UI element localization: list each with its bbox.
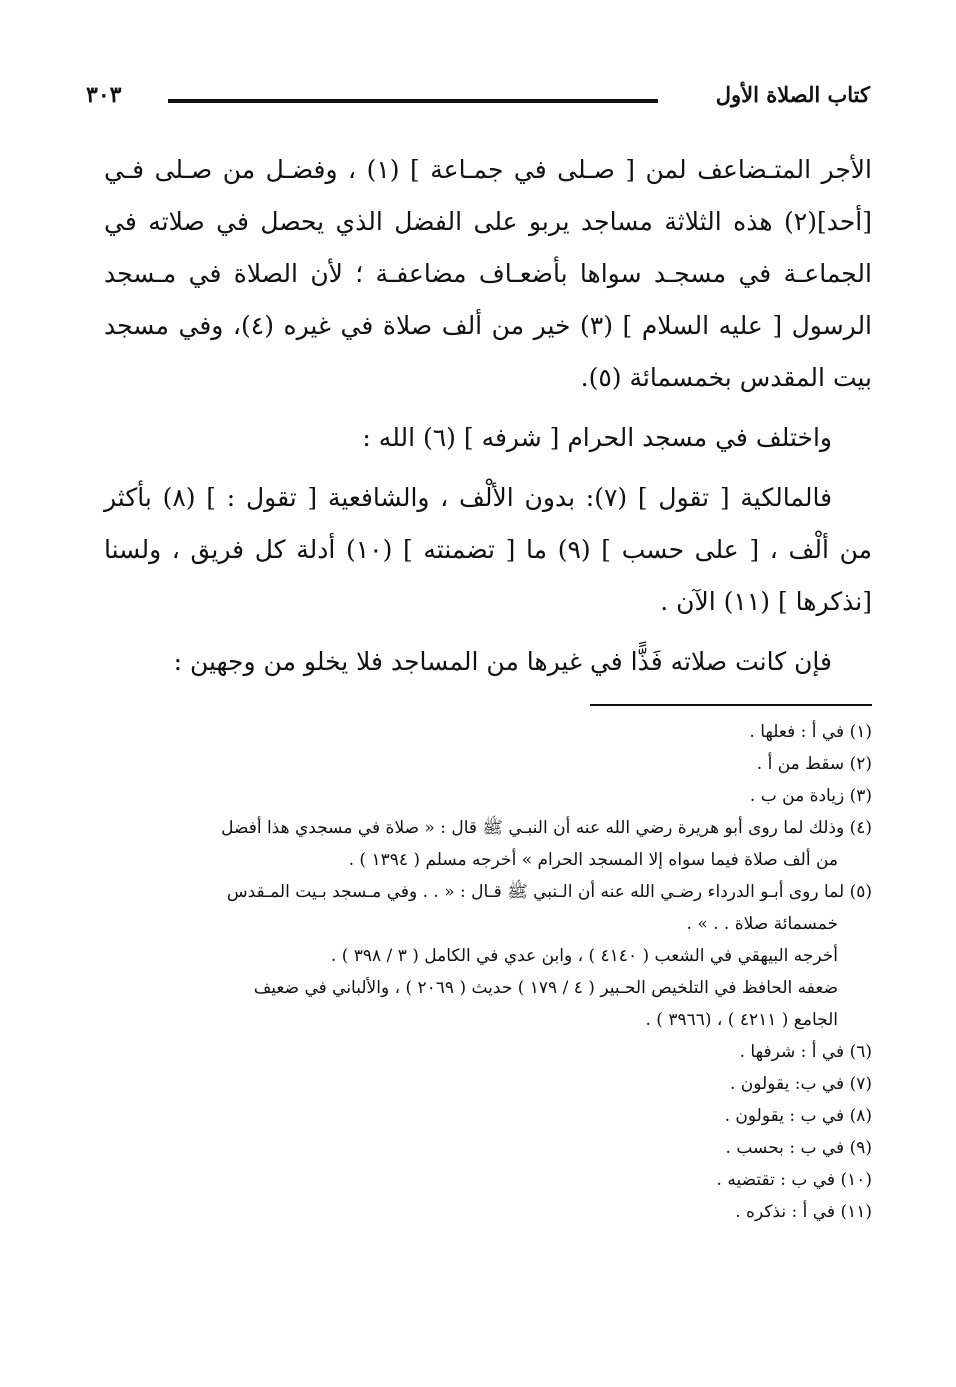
footnote bbox=[104, 876, 872, 940]
footnote-text: زيادة من ب . bbox=[749, 786, 845, 806]
footnote-text: في أ : فعلها . bbox=[749, 722, 845, 742]
footnote-text: في أ : شرفها . bbox=[739, 1042, 845, 1062]
main-text bbox=[104, 144, 872, 688]
footnote-source bbox=[104, 972, 872, 1036]
footnote-text: في ب : تقتضيه . bbox=[716, 1170, 836, 1190]
footnote-text: ضعفه الحافظ في التلخيص الحـبير ( ٤ / ١٧٩ ) حديث ( ٢٠٦٩ ) ، والألباني في ضعيف bbox=[253, 978, 838, 998]
running-header bbox=[86, 82, 870, 118]
footnote-number: (٦) bbox=[849, 1042, 872, 1062]
footnote-text: في أ : نذكره . bbox=[735, 1202, 836, 1222]
paragraph: واختلف في مسجد الحرام [ شرفه ] (٦) الله : bbox=[362, 423, 832, 452]
footnote-text: أخرجه البيهقي في الشعب ( ٤١٤٠ ) ، وابن عدي في الكامل ( ٣ / ٣٩٨ ) . bbox=[330, 946, 838, 966]
footnote bbox=[104, 1100, 872, 1132]
paragraph: فالمالكية [ تقول ] (٧): بدون الألْف ، والشافعية [ تقول : ] (٨) بأكثر من ألْف ، [ على حسب ] (٩) ما [ تضمنته ] (١٠) أدلة كل فريق ، ولسنا [نذكرها ] (١١) الآن . bbox=[104, 483, 873, 616]
footnote-continuation: خمسمائة صلاة . . » . bbox=[686, 914, 838, 934]
footnote-text: لما روى أبـو الدرداء رضـي الله عنه أن الـنبي ﷺ قـال : « . . وفي مـسجد بـيت المـقدس bbox=[226, 882, 845, 902]
header-rule bbox=[168, 99, 658, 103]
paragraph: الأجر المتـضاعف لمن [ صـلى في جمـاعة ] (١) ، وفضـل من صـلى فـي [أحد](٢) هذه الثلاثة مساجد يربو على الفضل الذي يحصل في صلاته في الجماعـة في مسجـد سواها بأضعـاف مضاعفـة ؛ لأن الصلاة في مـسجد الرسول [ عليه السلام ] (٣) خير من ألف صلاة في غيره (٤)، وفي مسجد بيت المقدس بخمسمائة (٥). bbox=[104, 155, 873, 392]
paragraph: فإن كانت صلاته فَذًّا في غيرها من المساجد فلا يخلو من وجهين : bbox=[173, 647, 832, 676]
footnote-number: (٣) bbox=[849, 786, 872, 806]
footnote-separator bbox=[590, 704, 872, 706]
footnote-number: (١١) bbox=[840, 1202, 872, 1222]
footnote-number: (٩) bbox=[849, 1138, 872, 1158]
footnotes bbox=[104, 716, 872, 1228]
footnote-source bbox=[104, 940, 872, 972]
footnote bbox=[104, 1164, 872, 1196]
footnote-text: في ب: يقولون . bbox=[729, 1074, 845, 1094]
page-number: ٣٠٣ bbox=[86, 82, 122, 108]
footnote-text: في ب : بحسب . bbox=[725, 1138, 845, 1158]
footnote-number: (١٠) bbox=[840, 1170, 872, 1190]
footnote-number: (٤) bbox=[849, 818, 872, 838]
footnote-number: (٧) bbox=[849, 1074, 872, 1094]
footnote bbox=[104, 1036, 872, 1068]
footnote bbox=[104, 1196, 872, 1228]
footnote-text: في ب : يقولون . bbox=[724, 1106, 845, 1126]
footnote bbox=[104, 812, 872, 876]
footnote-text: سقط من أ . bbox=[756, 754, 845, 774]
footnote-number: (٥) bbox=[849, 882, 872, 902]
footnote-number: (٨) bbox=[849, 1106, 872, 1126]
footnote-text: وذلك لما روى أبو هريرة رضي الله عنه أن النبـي ﷺ قال : « صلاة في مسجدي هذا أفضل bbox=[221, 818, 845, 838]
footnote-continuation: الجامع ( ٤٢١١ ) ، (٣٩٦٦ ) . bbox=[645, 1010, 838, 1030]
footnote bbox=[104, 780, 872, 812]
footnote-number: (٢) bbox=[849, 754, 872, 774]
footnote bbox=[104, 748, 872, 780]
footnote bbox=[104, 1132, 872, 1164]
footnote bbox=[104, 716, 872, 748]
footnote-continuation: من ألف صلاة فيما سواه إلا المسجد الحرام » أخرجه مسلم ( ١٣٩٤ ) . bbox=[348, 850, 838, 870]
footnote bbox=[104, 1068, 872, 1100]
footnote-number: (١) bbox=[849, 722, 872, 742]
chapter-title: كتاب الصلاة الأول bbox=[715, 82, 870, 107]
